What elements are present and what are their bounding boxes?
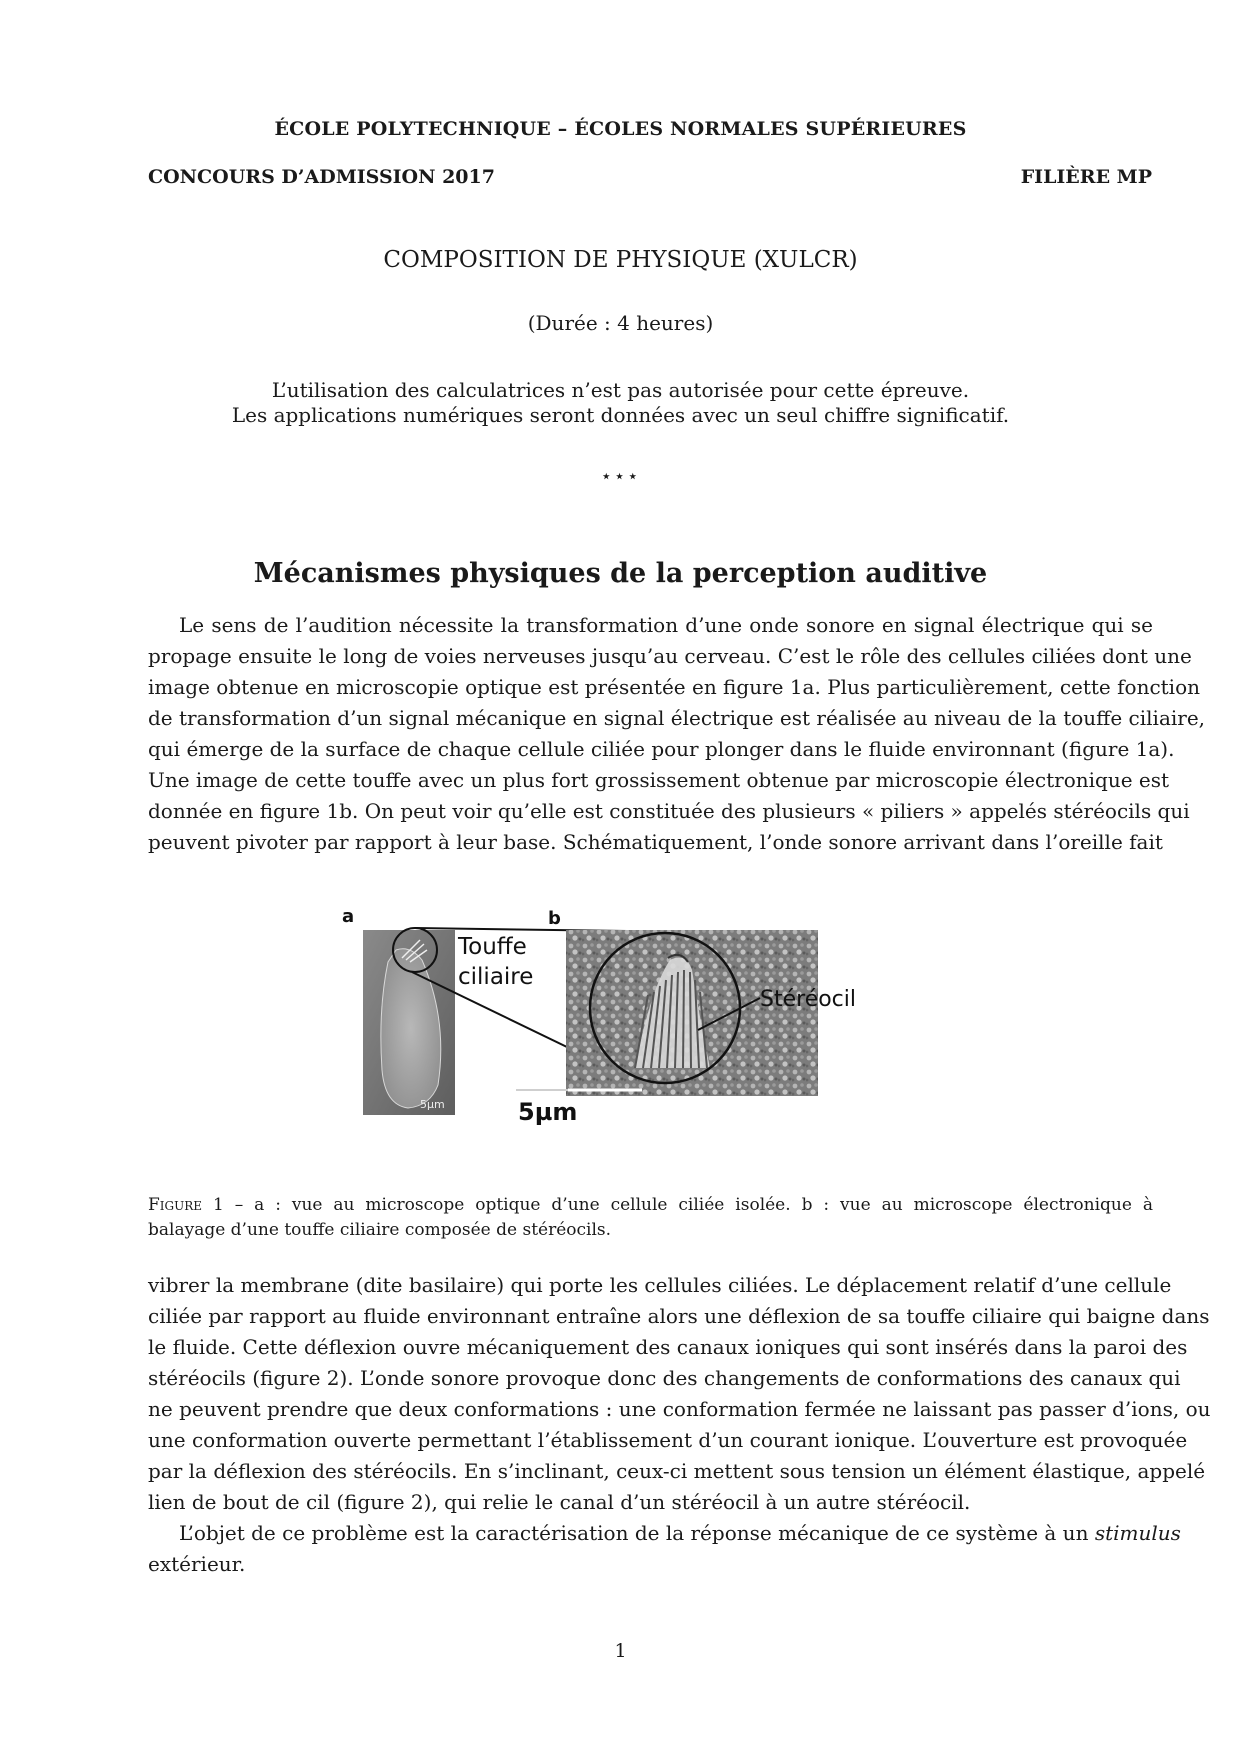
text-line: Une image de cette touffe avec un plus fort grossissement obtenue par microscopie électronique est <box>148 768 1170 792</box>
text-line: image obtenue en microscopie optique est présentée en figure 1a. Plus particulièrement, cette fonction <box>148 675 1201 699</box>
text-line: une conformation ouverte permettant l’établissement d’un courant ionique. L’ouverture est provoquée <box>148 1428 1188 1452</box>
scale-a-label: 5µm <box>420 1098 445 1111</box>
text-line: stéréocils (figure 2). L’onde sonore provoque donc des changements de conformations des canaux qui <box>148 1366 1181 1390</box>
body-paragraph <box>148 1270 1211 1580</box>
touffe-label-1: Touffe <box>458 934 527 960</box>
figure-1 <box>330 900 950 1150</box>
text-line: lien de bout de cil (figure 2), qui relie le canal d’un stéréocil à un autre stéréocil. <box>148 1490 971 1514</box>
text-line: par la déflexion des stéréocils. En s’inclinant, ceux-ci mettent sous tension un élément élastique, appelé <box>148 1459 1206 1483</box>
figure-caption <box>148 1193 1153 1243</box>
stimulus-italic: stimulus <box>1094 1521 1181 1545</box>
school-header: ÉCOLE POLYTECHNIQUE – ÉCOLES NORMALES SUPÉRIEURES <box>274 118 967 140</box>
exam-duration: (Durée : 4 heures) <box>527 311 714 335</box>
text-line: ciliée par rapport au fluide environnant entraîne alors une déflexion de sa touffe ciliaire qui baigne dans <box>148 1304 1210 1328</box>
caption-label: Figure 1 <box>148 1195 224 1215</box>
page-number: 1 <box>614 1640 627 1662</box>
text-line: ne peuvent prendre que deux conformations : une conformation fermée ne laissant pas passer d’ions, ou <box>148 1397 1211 1421</box>
text-line <box>148 1518 1181 1549</box>
instruction-line: L’utilisation des calculatrices n’est pas autorisée pour cette épreuve. <box>271 378 970 402</box>
instruction-line: Les applications numériques seront données avec un seul chiffre significatif. <box>231 403 1010 427</box>
concours-label: CONCOURS D’ADMISSION 2017 <box>148 166 495 188</box>
text-line: peuvent pivoter par rapport à leur base. Schématiquement, l’onde sonore arrivant dans l’oreille fait <box>148 830 1163 854</box>
text-line: vibrer la membrane (dite basilaire) qui porte les cellules ciliées. Le déplacement relatif d’une cellule <box>148 1273 1172 1297</box>
text-line: Le sens de l’audition nécessite la transformation d’une onde sonore en signal électrique qui se <box>179 613 1153 637</box>
filiere-label: FILIÈRE MP <box>1020 166 1152 188</box>
text-line: qui émerge de la surface de chaque cellule ciliée pour plonger dans le fluide environnant (figure 1a). <box>148 737 1175 761</box>
stereocil-label: Stéréocil <box>760 987 857 1012</box>
objective-text: L’objet de ce problème est la caractérisation de la réponse mécanique de ce système à un <box>179 1521 1095 1545</box>
caption-line <box>148 1193 1153 1218</box>
caption-line: balayage d’une touffe ciliaire composée de stéréocils. <box>148 1220 612 1240</box>
intro-paragraph <box>148 610 1206 858</box>
text-line: propage ensuite le long de voies nerveuses jusqu’au cerveau. C’est le rôle des cellules ciliées dont une <box>148 644 1192 668</box>
exam-title: COMPOSITION DE PHYSIQUE (XULCR) <box>383 247 858 273</box>
separator-stars: ⋆⋆⋆ <box>600 466 641 487</box>
panel-b-label: b <box>548 908 561 929</box>
text-line: donnée en figure 1b. On peut voir qu’elle est constituée des plusieurs « piliers » appelés stéréocils qui <box>148 799 1190 823</box>
scale-b-label: 5µm <box>518 1098 578 1126</box>
text-line: de transformation d’un signal mécanique en signal électrique est réalisée au niveau de la touffe ciliaire, <box>148 706 1206 730</box>
text-line: extérieur. <box>148 1552 246 1576</box>
problem-title: Mécanismes physiques de la perception auditive <box>253 558 988 589</box>
touffe-label-2: ciliaire <box>458 964 534 990</box>
exam-instructions <box>0 378 1241 428</box>
caption-text: – a : vue au microscope optique d’une cellule ciliée isolée. b : vue au microscope électronique à <box>223 1195 1154 1215</box>
text-line: le fluide. Cette déflexion ouvre mécaniquement des canaux ioniques qui sont insérés dans la paroi des <box>148 1335 1188 1359</box>
panel-a-label: a <box>342 906 355 927</box>
